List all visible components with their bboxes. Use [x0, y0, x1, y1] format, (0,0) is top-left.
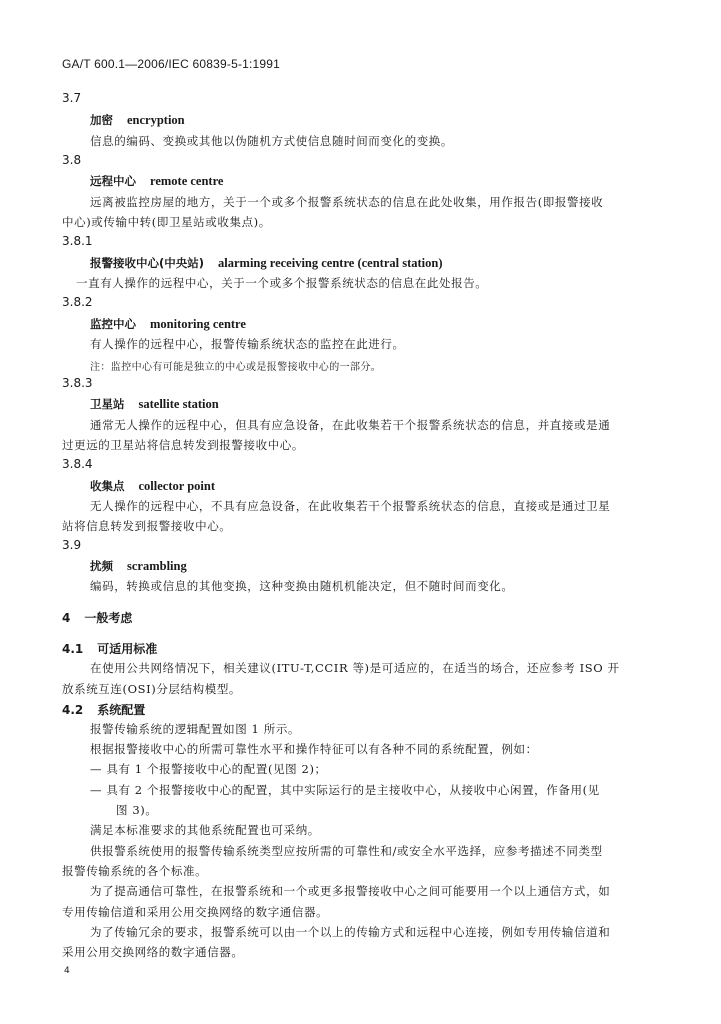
paragraph-line: 为了提高通信可靠性，在报警系统和一个或更多报警接收中心之间可能要用一个以上通信方式，如 — [90, 884, 611, 898]
clause-number: 3.9 — [62, 538, 82, 552]
clause-number: 3.8.1 — [62, 234, 93, 248]
clause-number: 3.8 — [62, 153, 82, 167]
term-en: encryption — [127, 113, 185, 127]
section-heading — [62, 640, 157, 657]
paragraph-line: 在使用公共网络情况下，相关建议(ITU-T,CCIR 等)是可适应的，在适当的场合，还应参考 ISO 开 — [90, 661, 620, 675]
term-zh: 监控中心 — [90, 317, 136, 331]
document-header: GA/T 600.1—2006/IEC 60839-5-1:1991 — [62, 57, 281, 71]
term-zh: 卫星站 — [90, 397, 125, 411]
paragraph-line: 报警传输系统的逻辑配置如图 1 所示。 — [90, 722, 301, 736]
definition-line: 中心)或传输中转(即卫星站或收集点)。 — [62, 215, 271, 229]
term-heading — [90, 396, 219, 412]
definition-line: 过更远的卫星站将信息转发到报警接收中心。 — [62, 438, 304, 452]
term-zh: 加密 — [90, 113, 113, 127]
list-item: — 具有 2 个报警接收中心的配置，其中实际运行的是主接收中心，从接收中心闲置，作备用(见 — [90, 783, 600, 797]
term-zh: 远程中心 — [90, 174, 136, 188]
definition: 编码，转换或信息的其他变换，这种变换由随机机能决定，但不随时间而变化。 — [90, 579, 514, 593]
definition-line: 无人操作的远程中心，不具有应急设备，在此收集若干个报警系统状态的信息，直接或是通过卫星 — [90, 499, 611, 513]
section-title: 一般考虑 — [84, 611, 133, 625]
term-zh: 扰频 — [90, 559, 113, 573]
term-en: scrambling — [127, 559, 187, 573]
clause-number: 3.8.4 — [62, 457, 93, 471]
section-title: 系统配置 — [97, 703, 146, 717]
paragraph-line: 放系统互连(OSI)分层结构模型。 — [62, 682, 242, 696]
term-zh: 报警接收中心(中央站) — [90, 256, 205, 270]
definition-line: 远离被监控房屋的地方，关于一个或多个报警系统状态的信息在此处收集，用作报告(即报警接收 — [90, 195, 604, 209]
paragraph-line: 专用传输信道和采用公用交换网络的数字通信器。 — [62, 905, 329, 919]
term-en: collector point — [138, 479, 215, 493]
page-number: 4 — [64, 966, 70, 976]
term-heading — [90, 558, 187, 574]
definition: 信息的编码、变换或其他以伪随机方式使信息随时间而变化的变换。 — [90, 134, 453, 148]
clause-number: 3.7 — [62, 91, 82, 105]
term-en: alarming receiving centre (central station) — [218, 256, 443, 270]
term-en: monitoring centre — [150, 317, 246, 331]
section-number: 4.2 — [62, 703, 84, 717]
paragraph-line: 根据报警接收中心的所需可靠性水平和操作特征可以有各种不同的系统配置，例如： — [90, 742, 538, 756]
definition: 有人操作的远程中心，报警传输系统状态的监控在此进行。 — [90, 337, 405, 351]
section-heading — [62, 609, 132, 626]
term-heading — [90, 112, 185, 128]
clause-number: 3.8.2 — [62, 295, 93, 309]
paragraph-line: 采用公用交换网络的数字通信器。 — [62, 945, 244, 959]
paragraph-line: 供报警系统使用的报警传输系统类型应按所需的可靠性和/或安全水平选择，应参考描述不同类型 — [90, 844, 603, 858]
section-number: 4 — [62, 611, 71, 625]
term-en: remote centre — [150, 174, 224, 188]
paragraph-line: 报警传输系统的各个标准。 — [62, 864, 208, 878]
paragraph-line: 满足本标准要求的其他系统配置也可采纳。 — [90, 823, 320, 837]
term-zh: 收集点 — [90, 479, 125, 493]
section-heading — [62, 701, 145, 718]
list-item-continuation: 图 3)。 — [116, 803, 158, 817]
term-heading — [90, 255, 443, 271]
definition-line: 通常无人操作的远程中心，但具有应急设备，在此收集若干个报警系统状态的信息，并直接或是通 — [90, 418, 611, 432]
list-item: — 具有 1 个报警接收中心的配置(见图 2)； — [90, 762, 327, 776]
section-number: 4.1 — [62, 642, 84, 656]
term-heading — [90, 316, 246, 332]
section-title: 可适用标准 — [97, 642, 158, 656]
term-en: satellite station — [138, 397, 219, 411]
paragraph-line: 为了传输冗余的要求，报警系统可以由一个以上的传输方式和远程中心连接，例如专用传输信道和 — [90, 925, 611, 939]
term-heading — [90, 173, 223, 189]
note: 注：监控中心有可能是独立的中心或是报警接收中心的一部分。 — [90, 362, 382, 373]
term-heading — [90, 478, 215, 494]
definition: 一直有人操作的远程中心，关于一个或多个报警系统状态的信息在此处报告。 — [76, 276, 488, 290]
clause-number: 3.8.3 — [62, 376, 93, 390]
definition-line: 站将信息转发到报警接收中心。 — [62, 519, 232, 533]
